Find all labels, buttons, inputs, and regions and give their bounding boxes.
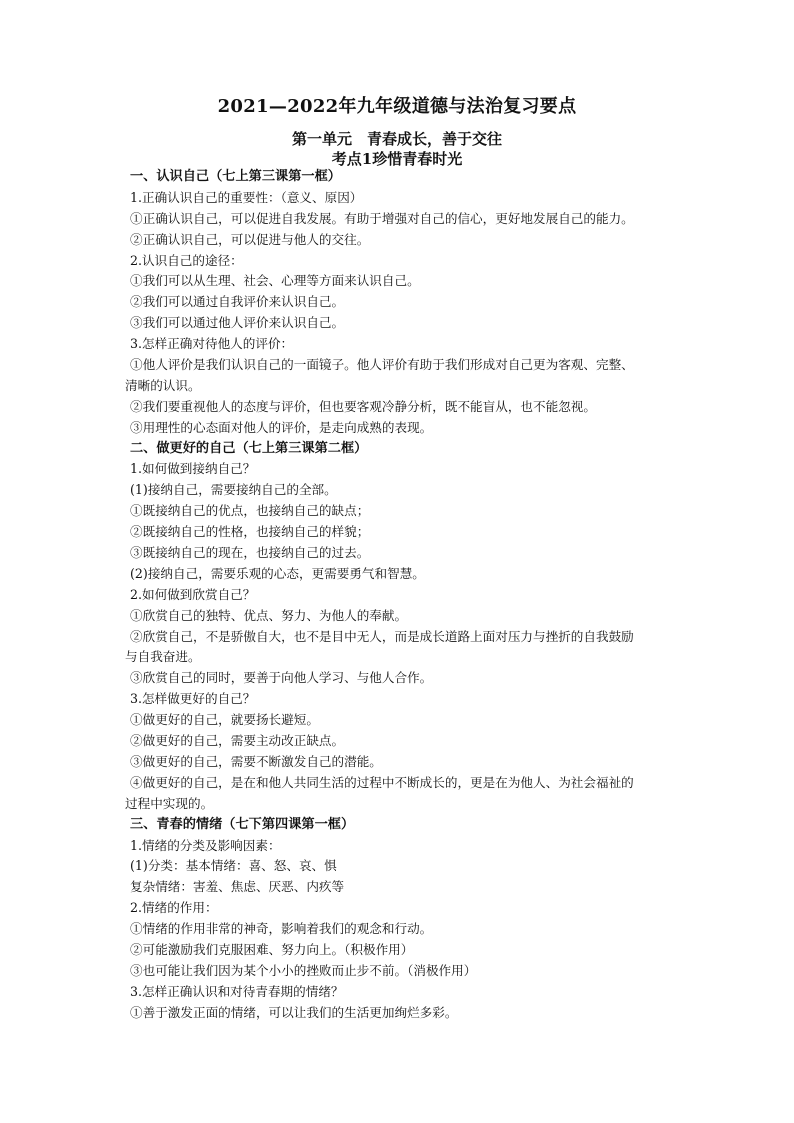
text-line: (2)接纳自己，需要乐观的心态，更需要勇气和智慧。 [130,565,425,581]
text-line: ②可能激励我们克服困难、努力向上。（积极作用） [130,941,414,957]
text-line: 3.怎样做更好的自己？ [130,691,256,707]
text-line: 2.如何做到欣赏自己？ [130,586,256,602]
text-line: ①正确认识自己，可以促进自我发展。有助于增强对自己的信心，更好地发展自己的能力。 [130,210,634,226]
text-line: 1.如何做到接纳自己？ [130,461,256,477]
document-title: 2021—2022年九年级道德与法治复习要点 [217,96,577,117]
text-line: ③也可能让我们因为某个小小的挫败而止步不前。（消极作用） [130,962,477,978]
text-line: ③欣赏自己的同时，要善于向他人学习、与他人合作。 [130,670,433,686]
section-heading: 三、青春的情绪（七下第四课第一框） [130,816,355,832]
text-line: 清晰的认识。 [125,377,201,393]
text-line: ②欣赏自己，不是骄傲自大，也不是目中无人，而是成长道路上面对压力与挫折的自我鼓励 [130,628,634,644]
text-line: ③我们可以通过他人评价来认识自己。 [130,315,345,331]
text-line: ②我们要重视他人的态度与评价，但也要客观冷静分析，既不能盲从，也不能忽视。 [130,398,596,414]
text-line: ④做更好的自己，是在和他人共同生活的过程中不断成长的，更是在为他人、为社会福祉的 [130,774,634,790]
text-line: ②既接纳自己的性格，也接纳自己的样貌； [130,524,370,540]
section-heading: 一、认识自己（七上第三课第一框） [130,169,341,184]
text-line: 1.正确认识自己的重要性：（意义、原因） [130,189,363,205]
text-line: 复杂情绪：害羞、焦虑、厌恶、内疚等 [130,879,345,895]
text-line: 2.认识自己的途径： [130,252,243,268]
text-line: 与自我奋进。 [125,649,201,665]
text-line: ③用理性的心态面对他人的评价，是走向成熟的表现。 [130,419,433,435]
text-line: ③既接纳自己的现在，也接纳自己的过去。 [130,545,370,561]
text-line: ①善于激发正面的情绪，可以让我们的生活更加绚烂多彩。 [130,1004,458,1020]
text-line: ①他人评价是我们认识自己的一面镜子。他人评价有助于我们形成对自己更为客观、完整、 [130,357,634,373]
text-line: ①做更好的自己，就要扬长避短。 [130,712,319,728]
text-line: ①情绪的作用非常的神奇，影响着我们的观念和行动。 [130,921,433,937]
text-line: ②我们可以通过自我评价来认识自己。 [130,294,345,310]
text-line: ①欣赏自己的独特、优点、努力、为他人的奉献。 [130,607,408,623]
text-line: 3.怎样正确认识和对待青春期的情绪？ [130,983,344,999]
text-line: 3.怎样正确对待他人的评价： [130,336,294,352]
text-line: 2.情绪的作用： [130,900,218,916]
section-heading: 二、做更好的自己（七上第三课第二框） [130,440,368,456]
document-body [125,167,695,1024]
text-line: 1.情绪的分类及影响因素： [130,837,281,853]
topic-heading: 考点1珍惜青春时光 [331,150,463,168]
text-line: (1)分类：基本情绪：喜、怒、哀、惧 [130,858,337,874]
text-line: ③做更好的自己，需要不断激发自己的潜能。 [130,753,382,769]
text-line: ②做更好的自己，需要主动改正缺点。 [130,733,345,749]
text-line: 过程中实现的。 [125,795,214,811]
unit-heading: 第一单元 青春成长，善于交往 [291,130,502,148]
text-line: ①既接纳自己的优点，也接纳自己的缺点； [130,503,370,519]
text-line: ①我们可以从生理、社会、心理等方面来认识自己。 [130,273,420,289]
text-line: ②正确认识自己，可以促进与他人的交往。 [130,231,370,247]
text-line: (1)接纳自己，需要接纳自己的全部。 [130,482,337,498]
